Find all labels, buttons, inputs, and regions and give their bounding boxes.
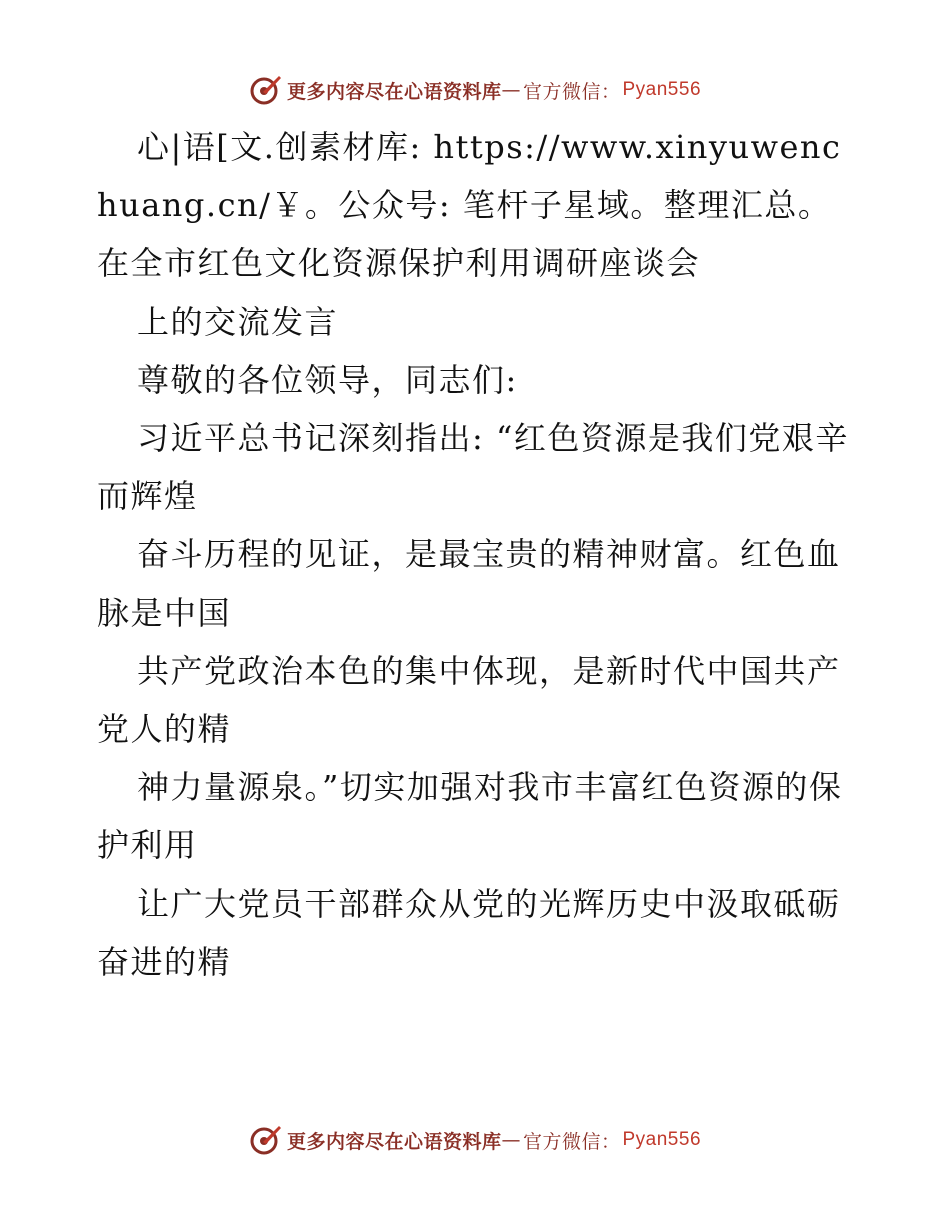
- wechat-account: Pyan556: [622, 1129, 702, 1150]
- paragraph-quote-1: 习近平总书记深刻指出: “红色资源是我们党艰辛而辉煌: [97, 419, 849, 516]
- wechat-label: 官方微信：: [522, 80, 621, 103]
- document-body: [97, 118, 857, 991]
- paragraph-title-cont: 上的交流发言: [137, 302, 339, 341]
- promo-text: 更多内容尽在心语资料库: [286, 80, 502, 103]
- quill-seal-icon: [249, 1123, 283, 1157]
- paragraph-quote-4: 神力量源泉。”切实加强对我市丰富红色资源的保护利用: [97, 768, 843, 865]
- paragraph-source-and-title: 心|语[文.创素材库: https://www.xinyuwenchuang.cn/￥。公众号: 笔杆子星域。整理汇总。在全市红色文化资源保护利用调研座谈会: [97, 128, 842, 283]
- paragraph-quote-2: 奋斗历程的见证，是最宝贵的精神财富。红色血脉是中国: [97, 535, 841, 632]
- separator: —: [501, 1129, 521, 1151]
- wechat-label: 官方微信：: [522, 1130, 621, 1153]
- separator: —: [501, 79, 521, 101]
- paragraph-salutation: 尊敬的各位领导，同志们:: [137, 360, 518, 399]
- promo-text: 更多内容尽在心语资料库: [286, 1130, 502, 1153]
- footer-banner: [0, 1120, 950, 1160]
- quill-seal-icon: [249, 73, 283, 107]
- header-banner: [0, 70, 950, 110]
- paragraph-quote-3: 共产党政治本色的集中体现，是新时代中国共产党人的精: [97, 651, 841, 749]
- wechat-account: Pyan556: [622, 79, 702, 100]
- paragraph-body-1: 让广大党员干部群众从党的光辉历史中汲取砥砺奋进的精: [97, 884, 841, 981]
